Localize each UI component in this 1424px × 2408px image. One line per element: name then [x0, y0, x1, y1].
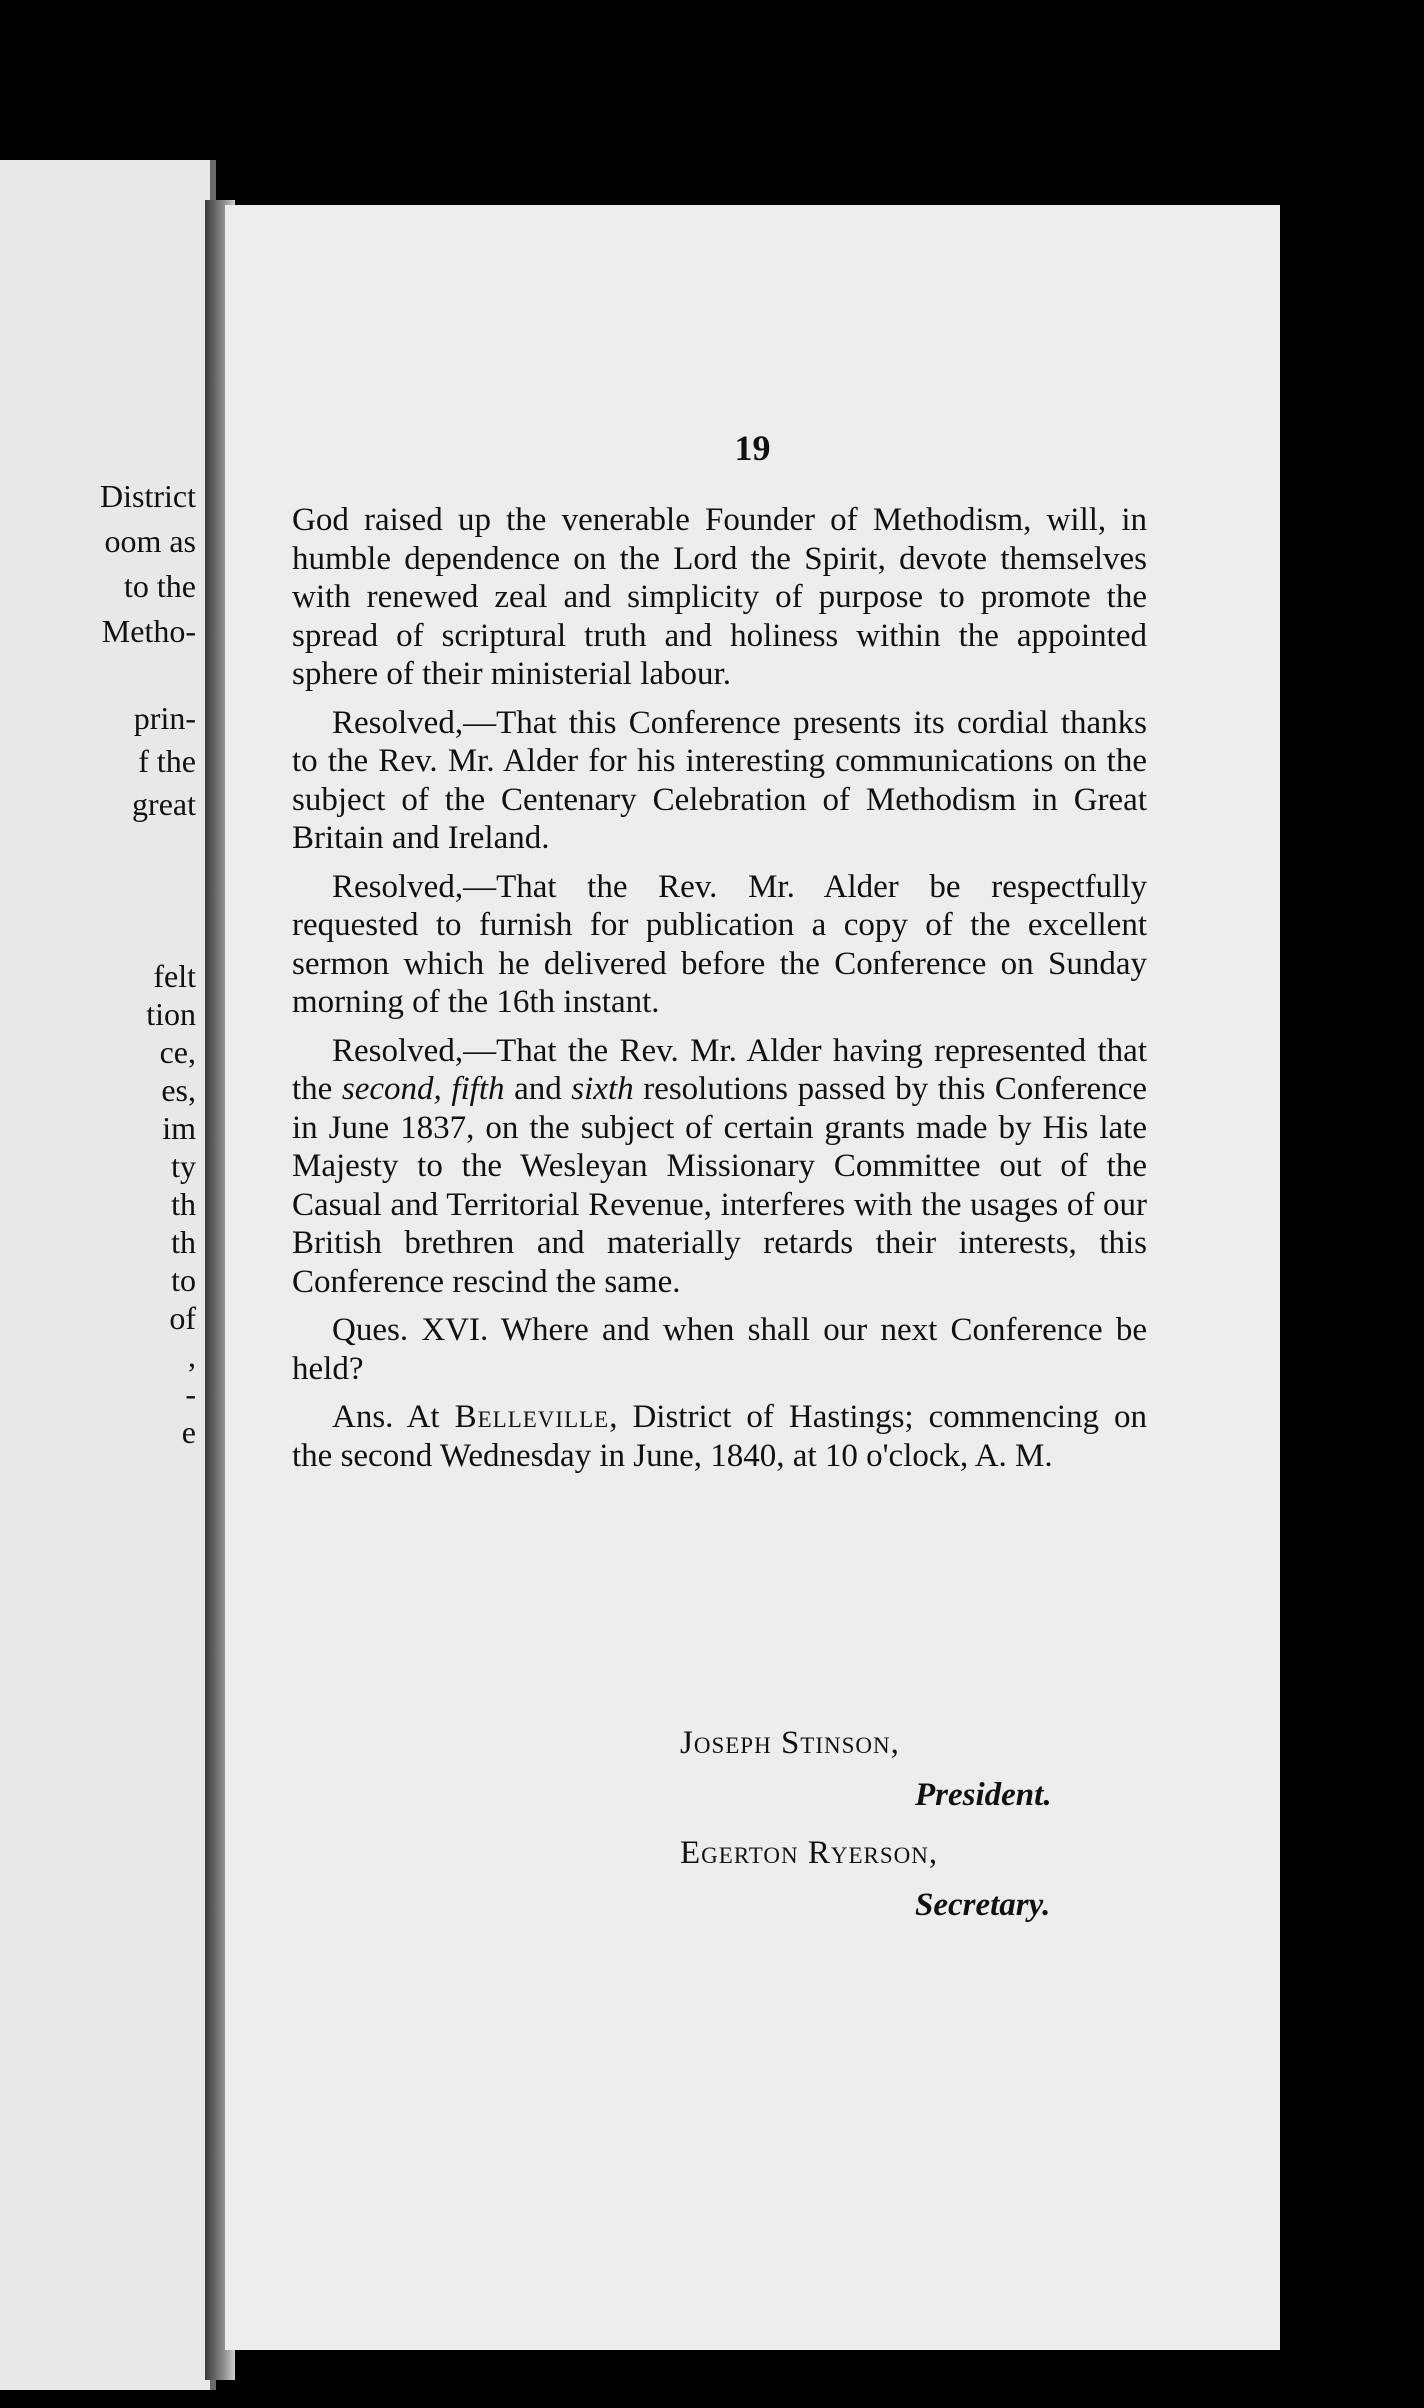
resolution-sermon: Resolved,—That the Rev. Mr. Alder be respectfully requested to furnish for publication a copy of the excellent sermon which he delivered before the Conference on Sunday morning of the 16th instant. [292, 868, 1147, 1020]
answer-place: Belleville [454, 1399, 610, 1435]
left-page-fragment: tion [146, 996, 196, 1032]
emphasis-text: second, fifth [341, 1071, 505, 1107]
left-page-fragment: District [100, 478, 196, 514]
signature-title-secretary: Secretary. [915, 1887, 1051, 1923]
signature-name-president: Joseph Stinson, [680, 1725, 900, 1761]
left-page-fragment: to [171, 1262, 196, 1298]
left-page-fragment: th [171, 1186, 196, 1222]
left-page-fragment: great [132, 786, 196, 822]
left-page-fragment: e [181, 1414, 196, 1450]
left-page-fragment: - [185, 1376, 196, 1412]
answer-prefix: Ans. At [332, 1399, 455, 1435]
answer-rest: , District of Hastings; commencing on the second Wednesday in June, 1840, at 10 o'clock, A. M. [292, 1399, 1148, 1474]
left-page-fragment: , [188, 1338, 196, 1374]
left-page-fragment: ce, [159, 1034, 196, 1070]
resolution-thanks: Resolved,—That this Conference presents its cordial thanks to the Rev. Mr. Alder for his interesting communications on the subject of the Centenary Celebration of Methodism in Great Britain and Ireland. [292, 704, 1147, 856]
left-page-fragment: es, [161, 1072, 196, 1108]
left-page-fragment: prin- [133, 700, 196, 736]
signature-name-secretary: Egerton Ryerson, [680, 1835, 939, 1871]
left-page-fragment: th [171, 1224, 196, 1260]
resolution-text: and [504, 1071, 572, 1107]
paragraph-continuation: God raised up the venerable Founder of Methodism, will, in humble dependence on the Lord the Spirit, devote themselves with renewed zeal and simplicity of purpose to promote the spread of scriptural truth and holiness within the appointed sphere of their ministerial labour. [292, 502, 1147, 692]
body-text [292, 501, 1147, 1485]
question: Ques. XVI. Where and when shall our next Conference be held? [292, 1312, 1147, 1387]
left-page-fragment: im [162, 1110, 196, 1146]
document-page [225, 205, 1280, 2350]
emphasis-text: sixth [571, 1071, 634, 1107]
resolution-text: Resolved,—That the Rev. Mr. Alder having represented that the [292, 1032, 1147, 1107]
resolution-rescind [292, 1032, 1147, 1302]
signature-title-president: President. [915, 1777, 1052, 1813]
answer [292, 1398, 1147, 1475]
left-page-fragment: felt [153, 958, 196, 994]
left-page-fragment: to the [124, 568, 196, 604]
left-page-fragment: f the [138, 743, 196, 779]
resolution-text: resolutions passed by this Conference in June 1837, on the subject of certain grants made by His late Majesty to the Wesleyan Missionary Committee out of the Casual and Territorial Revenue, interferes with the usages of our British brethren and materially retards their interests, this Conference rescind the same. [292, 1071, 1147, 1300]
left-page-fragment: of [169, 1300, 196, 1336]
left-page-fragment: oom as [104, 523, 196, 559]
left-page-fragment: Metho- [101, 613, 196, 649]
previous-page-edge [0, 160, 216, 2390]
page-number: 19 [734, 428, 771, 468]
left-page-fragment: ty [171, 1148, 196, 1184]
